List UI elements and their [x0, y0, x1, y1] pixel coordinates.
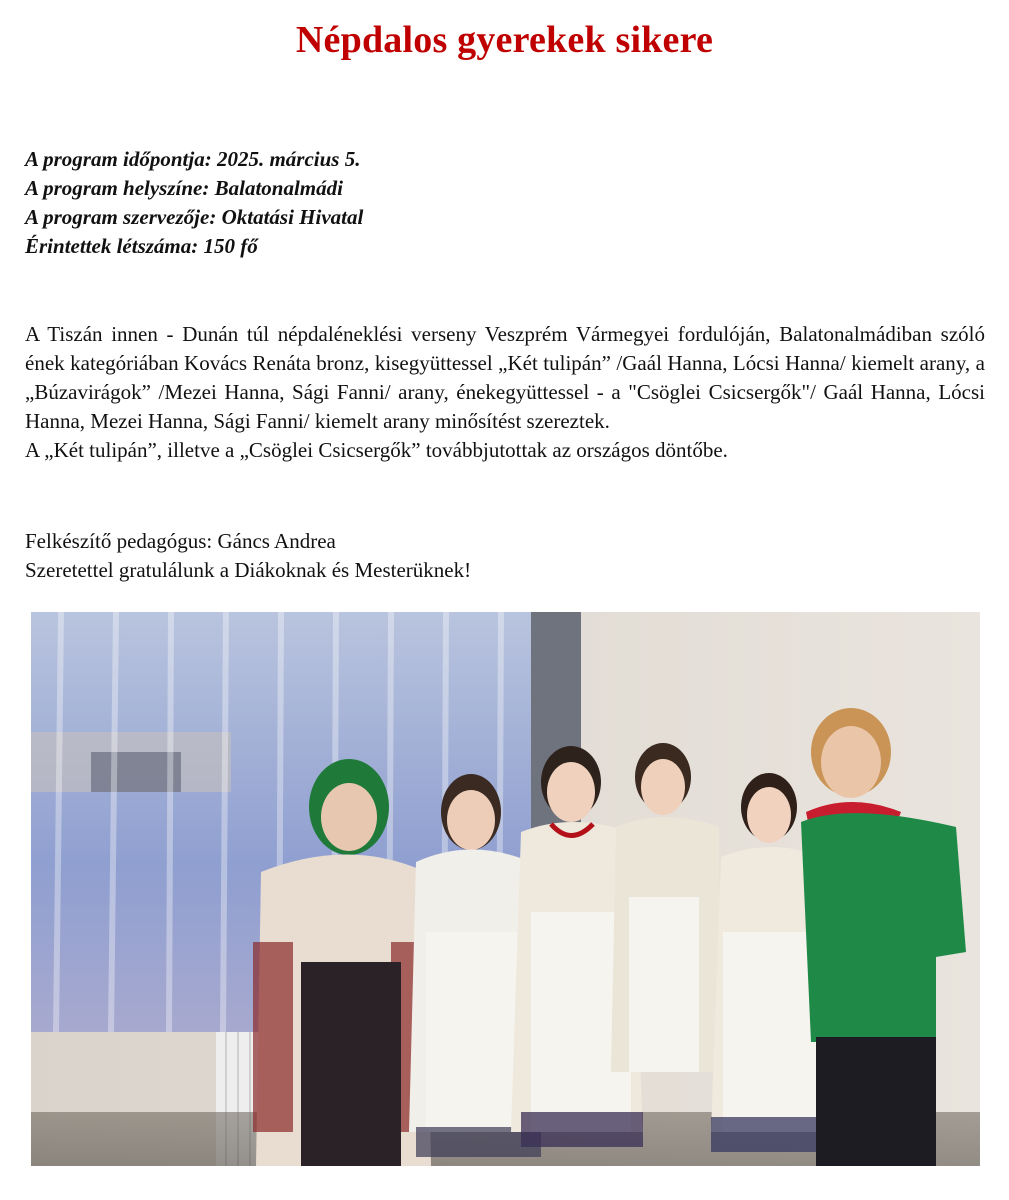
teacher-line: Felkészítő pedagógus: Gáncs Andrea [25, 529, 336, 553]
program-info [25, 145, 925, 261]
group-photo [31, 612, 980, 1166]
congratulation-line: Szeretettel gratulálunk a Diákoknak és Mesterüknek! [25, 558, 472, 582]
group-photo-illustration [31, 612, 980, 1166]
program-organizer: A program szervezője: Oktatási Hivatal [25, 205, 364, 229]
page-title: Népdalos gyerekek sikere [295, 19, 714, 61]
article-body [25, 320, 985, 465]
closing-section [25, 527, 925, 585]
advancement-paragraph: A „Két tulipán”, illetve a „Csöglei Csicsergők” továbbjutottak az országos döntőbe. [25, 438, 728, 462]
program-date: A program időpontja: 2025. március 5. [25, 147, 361, 171]
program-location: A program helyszíne: Balatonalmádi [25, 176, 343, 200]
results-paragraph: A Tiszán innen - Dunán túl népdaléneklési verseny Veszprém Vármegyei fordulóján, Balatonalmádiban szóló ének kategóriában Kovács Renáta bronz, kisegyüttessel „Két tulipán” /Gaál Hanna, Lócsi Hanna/ kiemelt arany, a „Búzavirágok” /Mezei Hanna, Sági Fanni/ arany, énekegyüttessel - a "Csöglei Csicsergők"/ Gaál Hanna, Lócsi Hanna, Mezei Hanna, Sági Fanni/ kiemelt arany minősítést szereztek. [25, 322, 985, 433]
program-participants: Érintettek létszáma: 150 fő [25, 234, 258, 258]
